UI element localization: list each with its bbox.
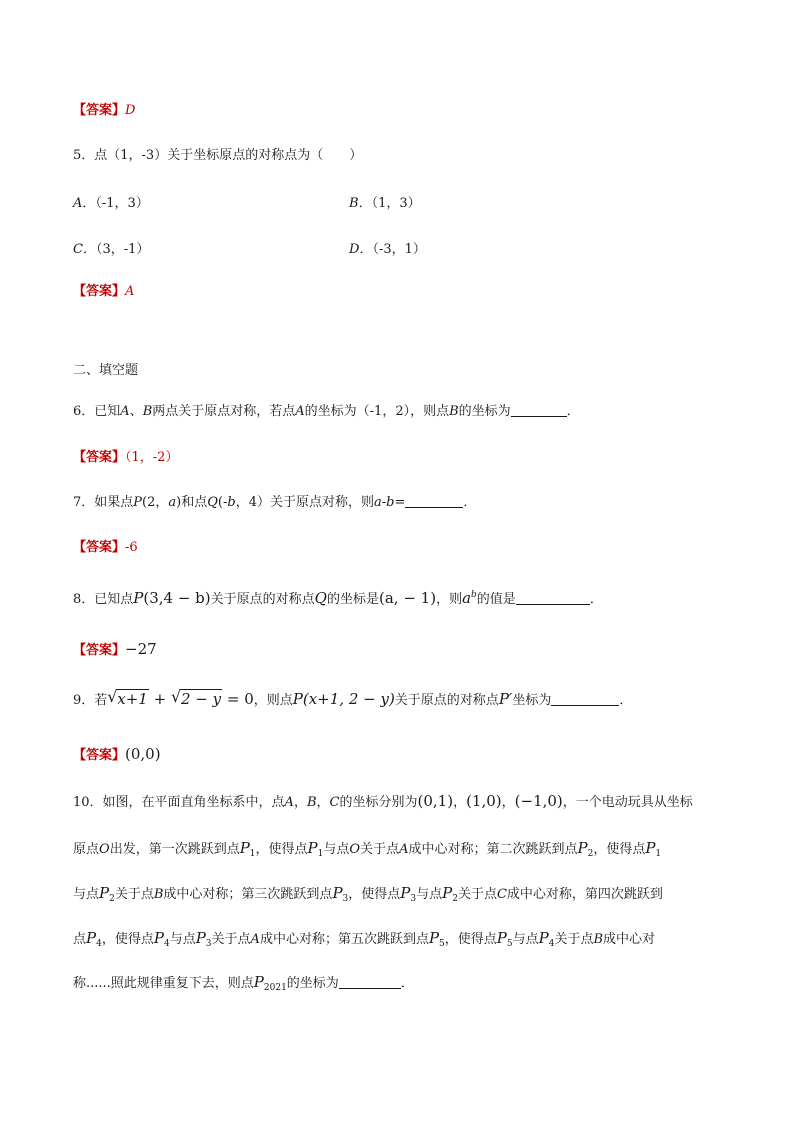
answer-tag: 【答案】 (73, 540, 126, 555)
q8-stem: 8．已知点P(3,4 − b)关于原点的对称点Q的坐标是(a, − 1)，则$a^b$的值是 ． (73, 589, 603, 607)
answer-value: D (125, 103, 136, 118)
answer-blank[interactable] (511, 403, 567, 417)
q5-stem: 5．点（1，-3）关于坐标原点的对称点为（ ） (73, 148, 363, 163)
answer-tag: 【答案】 (73, 103, 126, 118)
sqrt-expr: √ x+1 (107, 687, 148, 708)
answer-value: （1，-2） (125, 450, 179, 465)
q10-line-3: 与点$P_2$关于点B成中心对称；第三次跳跃到点$P_3$，使得点$P_3$与点$P_2$关于点C成中心对称，第四次跳跃到 (73, 884, 663, 904)
q5-option-d[interactable]: D．（-3，1） (349, 242, 426, 257)
answer-tag: 【答案】 (73, 748, 126, 763)
answer-value: -6 (125, 540, 138, 555)
q5-option-c[interactable]: C．（3，-1） (73, 242, 150, 257)
q6-stem: 6．已知A、B两点关于原点对称，若点A的坐标为（-1，2），则点B的坐标为 ． (73, 404, 580, 419)
answer-tag: 【答案】 (73, 284, 126, 299)
answer-blank[interactable] (516, 591, 590, 605)
section-title: 二、填空题 (73, 363, 139, 378)
q10-line-2: 原点O出发，第一次跳跃到点$P_1$，使得点$P_1$与点O关于点A成中心对称；第二次跳跃到点$P_2$，使得点$P_1$ (73, 839, 662, 859)
answer-tag: 【答案】 (73, 643, 126, 658)
q10-line-5: 称......照此规律重复下去，则点$P_{2021}$的坐标为 ． (73, 973, 414, 993)
answer-blank[interactable] (405, 494, 463, 508)
q10-line-4: 点$P_4$，使得点$P_4$与点$P_3$关于点A成中心对称；第五次跳跃到点$P_5$，使得点$P_5$与点$P_4$关于点B成中心对 (73, 929, 656, 949)
sqrt-expr: √ 2 − y (170, 687, 222, 708)
q7-answer (73, 539, 138, 557)
q5-option-b[interactable]: B．（1，3） (349, 196, 421, 211)
q5-option-a[interactable]: A．（-1，3） (73, 196, 149, 211)
answer-value: A (125, 284, 135, 299)
q5-answer (73, 283, 134, 301)
answer-tag: 【答案】 (73, 450, 126, 465)
answer-value: (0,0) (125, 745, 161, 763)
answer-blank[interactable] (339, 975, 401, 989)
answer-value: −27 (125, 640, 157, 658)
q9-stem: 9．若 √ x+1 + √ 2 − y = 0，则点P(x+1, 2 − y)关于原点的对称点P′坐标为 ． (73, 687, 633, 708)
q9-answer (73, 745, 161, 765)
q8-answer (73, 640, 157, 660)
q6-answer (73, 449, 178, 467)
q4-answer (73, 102, 135, 120)
answer-blank[interactable] (551, 692, 619, 706)
q10-line-1: 10．如图，在平面直角坐标系中，点A，B，C的坐标分别为(0,1)，(1,0)，(−1,0)，一个电动玩具从坐标 (73, 792, 693, 810)
q7-stem: 7．如果点P(2，a)和点Q(-b，4）关于原点对称，则a-b= ． (73, 495, 477, 510)
